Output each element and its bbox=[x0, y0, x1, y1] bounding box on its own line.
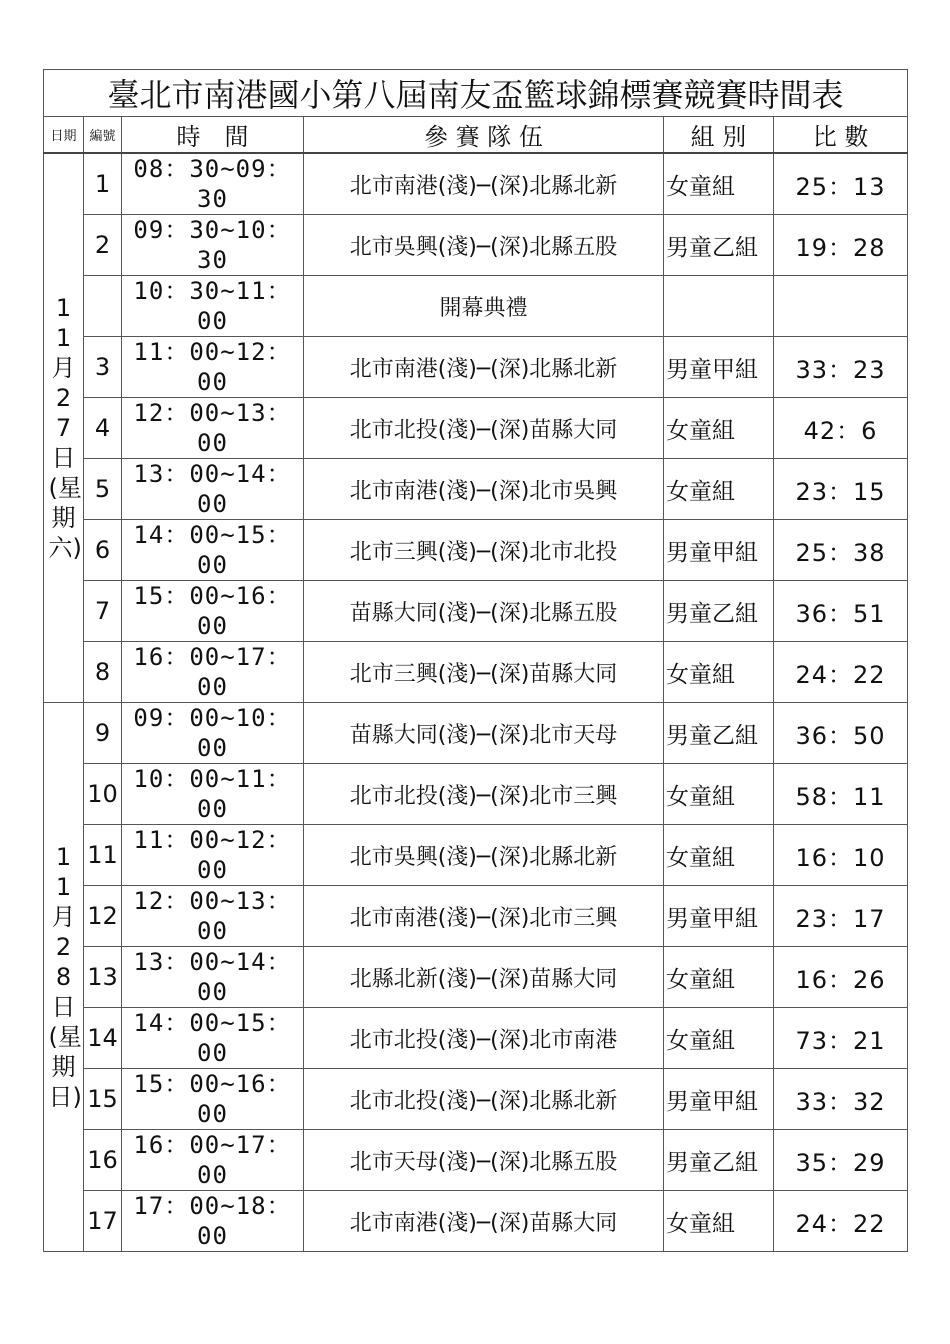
game-time-text: 17：00~18：00 bbox=[133, 1192, 292, 1250]
table-row bbox=[44, 337, 908, 398]
table-row bbox=[44, 153, 908, 215]
game-score: 24：22 bbox=[774, 642, 908, 703]
game-number: 12 bbox=[84, 886, 122, 947]
game-group: 女童組 bbox=[664, 825, 774, 886]
game-group: 男童甲組 bbox=[664, 1069, 774, 1130]
game-score: 42：6 bbox=[774, 398, 908, 459]
header-time: 時 間 bbox=[122, 117, 304, 154]
game-time bbox=[122, 1069, 304, 1130]
game-score: 23：17 bbox=[774, 886, 908, 947]
game-number: 13 bbox=[84, 947, 122, 1008]
game-time bbox=[122, 886, 304, 947]
table-row bbox=[44, 886, 908, 947]
game-teams: 北市南港(淺)─(深)北縣北新 bbox=[304, 337, 664, 398]
game-score: 58：11 bbox=[774, 764, 908, 825]
game-score: 36：50 bbox=[774, 703, 908, 764]
game-time-text: 14：00~15：00 bbox=[133, 1009, 292, 1067]
game-score: 25：13 bbox=[774, 153, 908, 215]
game-time bbox=[122, 1008, 304, 1069]
game-score: 33：23 bbox=[774, 337, 908, 398]
game-time bbox=[122, 825, 304, 886]
game-teams: 北市北投(淺)─(深)北市三興 bbox=[304, 764, 664, 825]
game-time-text: 14：00~15：00 bbox=[133, 521, 292, 579]
game-time bbox=[122, 581, 304, 642]
table-row bbox=[44, 276, 908, 337]
game-time bbox=[122, 215, 304, 276]
table-row bbox=[44, 520, 908, 581]
game-group: 女童組 bbox=[664, 398, 774, 459]
game-number: 4 bbox=[84, 398, 122, 459]
game-time bbox=[122, 520, 304, 581]
game-group: 女童組 bbox=[664, 1191, 774, 1252]
header-date: 日期 bbox=[44, 117, 84, 154]
game-score: 33：32 bbox=[774, 1069, 908, 1130]
table-row bbox=[44, 642, 908, 703]
game-teams: 北市南港(淺)─(深)北縣北新 bbox=[304, 153, 664, 215]
game-teams: 北市吳興(淺)─(深)北縣五股 bbox=[304, 215, 664, 276]
game-time bbox=[122, 337, 304, 398]
game-teams: 北市吳興(淺)─(深)北縣北新 bbox=[304, 825, 664, 886]
header-score: 比 數 bbox=[774, 117, 908, 154]
game-score: 16：10 bbox=[774, 825, 908, 886]
game-score: 73：21 bbox=[774, 1008, 908, 1069]
schedule-table bbox=[43, 69, 908, 1252]
table-row bbox=[44, 215, 908, 276]
table-row bbox=[44, 581, 908, 642]
game-score: 19：28 bbox=[774, 215, 908, 276]
table-row bbox=[44, 825, 908, 886]
table-row bbox=[44, 1069, 908, 1130]
game-group: 男童乙組 bbox=[664, 581, 774, 642]
table-row bbox=[44, 1008, 908, 1069]
game-time-text: 16：00~17：00 bbox=[133, 643, 292, 701]
game-number: 14 bbox=[84, 1008, 122, 1069]
game-number: 3 bbox=[84, 337, 122, 398]
day-date-label: 11月27日(星期六) bbox=[48, 294, 82, 562]
table-row bbox=[44, 1130, 908, 1191]
game-time-text: 16：00~17：00 bbox=[133, 1131, 292, 1189]
game-number: 11 bbox=[84, 825, 122, 886]
game-group: 男童甲組 bbox=[664, 337, 774, 398]
game-group: 男童甲組 bbox=[664, 886, 774, 947]
game-number: 17 bbox=[84, 1191, 122, 1252]
game-teams: 北市南港(淺)─(深)苗縣大同 bbox=[304, 1191, 664, 1252]
game-number: 16 bbox=[84, 1130, 122, 1191]
game-time-text: 15：00~16：00 bbox=[133, 582, 292, 640]
game-time-text: 13：00~14：00 bbox=[133, 948, 292, 1006]
game-group: 女童組 bbox=[664, 764, 774, 825]
game-teams: 北市北投(淺)─(深)苗縣大同 bbox=[304, 398, 664, 459]
table-row bbox=[44, 459, 908, 520]
game-number bbox=[84, 276, 122, 337]
game-time bbox=[122, 642, 304, 703]
game-score: 25：38 bbox=[774, 520, 908, 581]
game-teams: 北市南港(淺)─(深)北市吳興 bbox=[304, 459, 664, 520]
game-score: 24：22 bbox=[774, 1191, 908, 1252]
game-number: 9 bbox=[84, 703, 122, 764]
header-row bbox=[44, 117, 908, 154]
header-group: 組 別 bbox=[664, 117, 774, 154]
game-group: 女童組 bbox=[664, 947, 774, 1008]
table-row bbox=[44, 764, 908, 825]
game-teams: 苗縣大同(淺)─(深)北市天母 bbox=[304, 703, 664, 764]
game-time bbox=[122, 764, 304, 825]
header-number: 編號 bbox=[84, 117, 122, 154]
day-date-cell bbox=[44, 153, 84, 703]
game-group: 男童乙組 bbox=[664, 703, 774, 764]
game-score: 36：51 bbox=[774, 581, 908, 642]
game-group: 男童乙組 bbox=[664, 215, 774, 276]
game-number: 10 bbox=[84, 764, 122, 825]
day-date-cell bbox=[44, 703, 84, 1252]
game-time bbox=[122, 1130, 304, 1191]
game-teams: 北市南港(淺)─(深)北市三興 bbox=[304, 886, 664, 947]
game-time-text: 10：30~11：00 bbox=[133, 277, 292, 335]
game-time bbox=[122, 947, 304, 1008]
game-score: 35：29 bbox=[774, 1130, 908, 1191]
game-teams: 北市三興(淺)─(深)苗縣大同 bbox=[304, 642, 664, 703]
game-teams: 北市天母(淺)─(深)北縣五股 bbox=[304, 1130, 664, 1191]
page-title: 臺北市南港國小第八屆南友盃籃球錦標賽競賽時間表 bbox=[44, 70, 908, 117]
game-group: 女童組 bbox=[664, 1008, 774, 1069]
table-row bbox=[44, 703, 908, 764]
game-score: 23：15 bbox=[774, 459, 908, 520]
game-time bbox=[122, 398, 304, 459]
schedule-document bbox=[43, 69, 907, 1252]
game-time bbox=[122, 153, 304, 215]
game-number: 7 bbox=[84, 581, 122, 642]
game-teams: 北市北投(淺)─(深)北市南港 bbox=[304, 1008, 664, 1069]
game-time bbox=[122, 459, 304, 520]
game-number: 2 bbox=[84, 215, 122, 276]
game-teams: 苗縣大同(淺)─(深)北縣五股 bbox=[304, 581, 664, 642]
game-group: 女童組 bbox=[664, 642, 774, 703]
game-number: 15 bbox=[84, 1069, 122, 1130]
game-teams: 北市三興(淺)─(深)北市北投 bbox=[304, 520, 664, 581]
game-group: 女童組 bbox=[664, 459, 774, 520]
game-teams: 北市北投(淺)─(深)北縣北新 bbox=[304, 1069, 664, 1130]
game-score: 16：26 bbox=[774, 947, 908, 1008]
table-row bbox=[44, 1191, 908, 1252]
header-teams: 參 賽 隊 伍 bbox=[304, 117, 664, 154]
game-time-text: 11：00~12：00 bbox=[133, 826, 292, 884]
game-time bbox=[122, 703, 304, 764]
game-time-text: 12：00~13：00 bbox=[133, 887, 292, 945]
game-teams: 北縣北新(淺)─(深)苗縣大同 bbox=[304, 947, 664, 1008]
game-time-text: 12：00~13：00 bbox=[133, 399, 292, 457]
game-time-text: 15：00~16：00 bbox=[133, 1070, 292, 1128]
table-row bbox=[44, 398, 908, 459]
game-group: 男童甲組 bbox=[664, 520, 774, 581]
game-number: 8 bbox=[84, 642, 122, 703]
game-time-text: 13：00~14：00 bbox=[133, 460, 292, 518]
game-group: 男童乙組 bbox=[664, 1130, 774, 1191]
game-number: 6 bbox=[84, 520, 122, 581]
game-time bbox=[122, 1191, 304, 1252]
game-time-text: 09：30~10：30 bbox=[133, 216, 292, 274]
game-time-text: 11：00~12：00 bbox=[133, 338, 292, 396]
game-score bbox=[774, 276, 908, 337]
game-number: 5 bbox=[84, 459, 122, 520]
game-time-text: 08：30~09：30 bbox=[133, 155, 292, 213]
game-teams: 開幕典禮 bbox=[304, 276, 664, 337]
game-time-text: 10：00~11：00 bbox=[133, 765, 292, 823]
game-group: 女童組 bbox=[664, 153, 774, 215]
game-number: 1 bbox=[84, 153, 122, 215]
game-group bbox=[664, 276, 774, 337]
table-row bbox=[44, 947, 908, 1008]
game-time-text: 09：00~10：00 bbox=[133, 704, 292, 762]
day-date-label: 11月28日(星期日) bbox=[48, 843, 82, 1111]
game-time bbox=[122, 276, 304, 337]
